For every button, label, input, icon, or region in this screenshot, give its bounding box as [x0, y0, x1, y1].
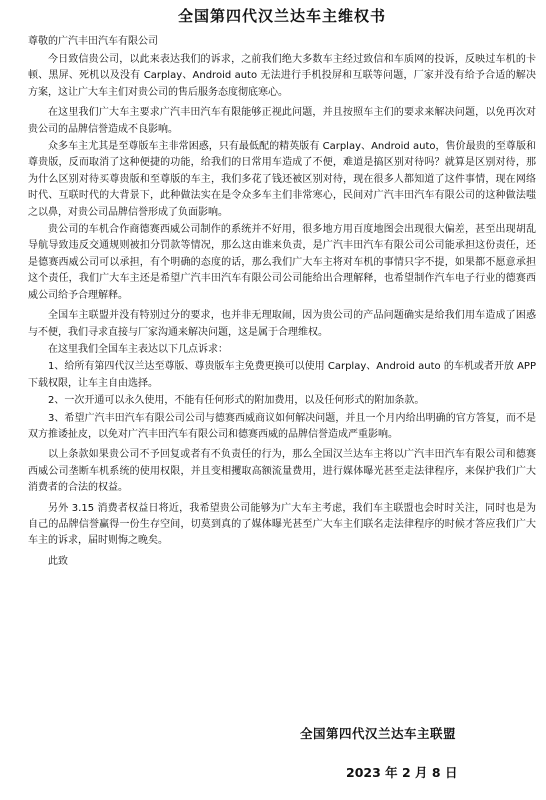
request-item-2: 2、一次开通可以永久使用，不能有任何形式的附加费用，以及任何形式的附加条款。 — [48, 395, 425, 407]
paragraph-supplier: 贵公司的车机合作商德赛西威公司制作的系统并不好用，很多地方用百度地图会出现很大偏差，甚至出现胡乱导航导致违反交通规则被扣分罚款等情况，那么这由谁来负责，是广汽丰田汽车有限公司公司能承担这份责任，还是德赛西威公司可以承担，有个明确的态度的话，那么我们广大车主将对车机的事情只字不提，如果都不愿意承担这个责任，我们广大车主还是希望广汽丰田汽车有限公司公司能给出合理解释，也希望制作汽车电子行业的德赛西威公司给予合理解释。 — [28, 224, 536, 301]
request-item-3: 3、希望广汽丰田汽车有限公司公司与德赛西威商议如何解决问题，并且一个月内给出明确的官方答复，而不是双方推诿扯皮，以免对广汽丰田汽车有限公司和德赛西威的品牌信誉造成严重影响。 — [28, 412, 536, 440]
signature: 全国第四代汉兰达车主联盟 — [300, 726, 457, 741]
paragraph-requests-intro: 在这里我们全国车主表达以下几点诉求： — [48, 343, 228, 355]
letter-date: 2023 年 2 月 8 日 — [346, 765, 458, 780]
paragraph-conclusion: 另外 3.15 消费者权益日将近，我希望贵公司能够为广大车主考虑，我们车主联盟也会时时关注，同时也是为自己的品牌信誉赢得一份生存空间，切莫到真的了媒体曝光甚至广大车主们联名走法律程序的时候才答应我们广大车主的诉求，届时则悔之晚矣。 — [28, 502, 536, 547]
salutation: 尊敬的广汽丰田汽车有限公司 — [28, 36, 158, 47]
paragraph-demand: 在这里我们广大车主要求广汽丰田汽车有限能够正视此问题，并且按照车主们的要求来解决问题，以免再次对贵公司的品牌信誉造成不良影响。 — [28, 107, 536, 135]
document-title: 全国第四代汉兰达车主维权书 — [177, 7, 386, 25]
paragraph-complaint: 众多车主尤其是至尊版车主非常困惑，只有最低配的精英版有 Carplay、Android auto，售价最贵的至尊版和尊贵版，反而取消了这种便捷的功能，给我们的日常用车造成了不便，难道是搞区别对待吗？就算是区别对待，那为什么区别对待买尊贵版和至尊版的车主，我们多花了钱还被区别对待，现在很多人都知道了这件事情，现在网络时代、互联时代的大背景下，此种做法实在是令众多车主们非常寒心，民间对广汽丰田汽车有限公司的这种做法嗤之以鼻，对贵公司品牌信誉形成了负面影响。 — [28, 141, 536, 218]
paragraph-warning: 以上条款如果贵公司不予回复或者有不负责任的行为，那么全国汉兰达车主将以广汽丰田汽车有限公司和德赛西威公司垄断车机系统的使用权限，并且变相攫取高额流量费用，进行媒体曝光甚至走法律程序，来保护我们广大消费者的合法的权益。 — [28, 449, 536, 494]
request-item-1: 1、给所有第四代汉兰达至尊版、尊贵版车主免费更换可以使用 Carplay、Android auto 的车机或者开放 APP 下载权限，让车主自由选择。 — [28, 361, 536, 389]
paragraph-rights: 全国车主联盟并没有特别过分的要求，也并非无理取闹，因为贵公司的产品问题确实是给我们用车造成了困惑与不便，我们寻求直接与厂家沟通来解决问题，这是属于合理维权。 — [28, 310, 536, 338]
closing-text: 此致 — [48, 555, 68, 567]
paragraph-intro: 今日致信贵公司，以此来表达我们的诉求，之前我们绝大多数车主经过致信和车质网的投诉，反映过车机的卡顿、黑屏、死机以及没有 Carplay、Android auto 无法进行手机投屏和互联等问题，厂家并没有给予合适的解决方案，这让广大车主们对贵公司的售后服务态度彻底寒心。 — [28, 54, 536, 98]
